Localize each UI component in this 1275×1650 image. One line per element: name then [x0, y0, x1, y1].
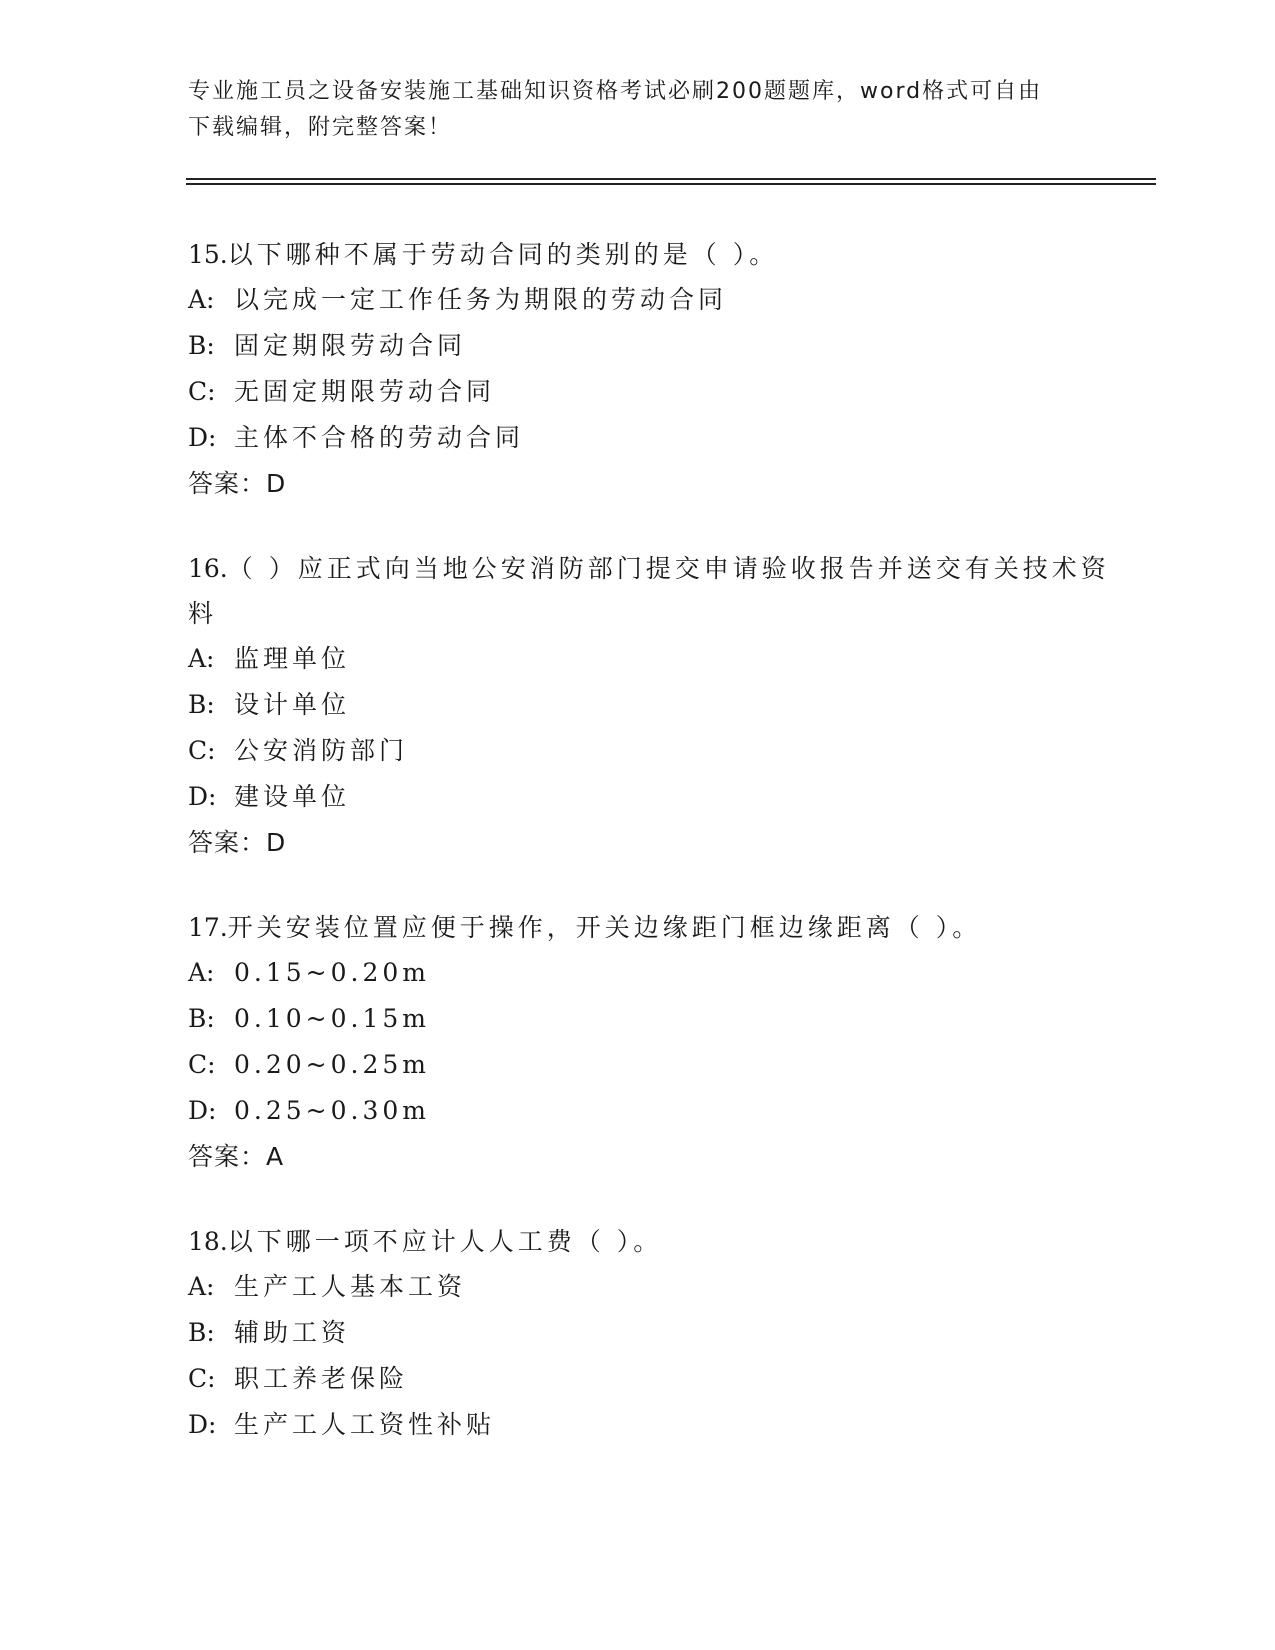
header-divider-top — [186, 178, 1156, 180]
option-key: C: — [188, 736, 216, 765]
option-c — [188, 728, 1138, 774]
option-text: 设计单位 — [234, 690, 351, 719]
option-text: 0.15~0.20m — [234, 958, 430, 987]
option-key: A: — [188, 285, 215, 314]
option-b — [188, 996, 1138, 1042]
question-text: 以下哪种不属于劳动合同的类别的是（ ）。 — [227, 240, 779, 269]
question-stem — [188, 905, 1138, 950]
option-a — [188, 950, 1138, 996]
option-d — [188, 774, 1138, 820]
option-c — [188, 1042, 1138, 1088]
option-key: A: — [188, 1272, 215, 1301]
option-text: 0.20~0.25m — [234, 1050, 430, 1079]
option-b — [188, 682, 1138, 728]
option-text: 以完成一定工作任务为期限的劳动合同 — [234, 285, 728, 314]
option-key: C: — [188, 377, 216, 406]
option-key: D: — [188, 1096, 217, 1125]
question-number: 15. — [188, 240, 228, 269]
question-stem — [188, 1219, 1138, 1264]
question-number: 18. — [188, 1227, 228, 1256]
option-text: 生产工人基本工资 — [234, 1272, 467, 1301]
option-text: 无固定期限劳动合同 — [234, 377, 496, 406]
option-b — [188, 323, 1138, 369]
question-15 — [188, 232, 1138, 507]
option-key: C: — [188, 1364, 216, 1393]
question-number: 17. — [188, 913, 228, 942]
document-header — [188, 74, 1088, 146]
answer: 答案：D — [188, 469, 287, 498]
question-text: 开关安装位置应便于操作，开关边缘距门框边缘距离（ ）。 — [227, 913, 982, 942]
option-key: A: — [188, 644, 215, 673]
option-text: 建设单位 — [234, 782, 351, 811]
question-18 — [188, 1219, 1138, 1448]
option-text: 职工养老保险 — [234, 1364, 409, 1393]
option-key: A: — [188, 958, 215, 987]
option-key: D: — [188, 423, 217, 452]
option-text: 主体不合格的劳动合同 — [234, 423, 525, 452]
question-list — [188, 232, 1138, 1487]
option-d — [188, 1402, 1138, 1448]
header-line-2: 下载编辑，附完整答案！ — [188, 115, 453, 140]
option-d — [188, 415, 1138, 461]
option-text: 固定期限劳动合同 — [234, 331, 467, 360]
question-stem — [188, 546, 1138, 636]
question-number: 16. — [188, 554, 228, 583]
question-16 — [188, 546, 1138, 866]
option-b — [188, 1310, 1138, 1356]
option-text: 0.25~0.30m — [234, 1096, 430, 1125]
option-key: B: — [188, 331, 215, 360]
option-key: C: — [188, 1050, 216, 1079]
option-text: 生产工人工资性补贴 — [234, 1410, 496, 1439]
option-d — [188, 1088, 1138, 1134]
option-text: 监理单位 — [234, 644, 351, 673]
option-c — [188, 369, 1138, 415]
question-text: 以下哪一项不应计人人工费（ ）。 — [227, 1227, 663, 1256]
answer: 答案：A — [188, 1142, 285, 1171]
option-a — [188, 636, 1138, 682]
question-stem — [188, 232, 1138, 277]
option-text: 0.10~0.15m — [234, 1004, 430, 1033]
option-c — [188, 1356, 1138, 1402]
option-text: 公安消防部门 — [234, 736, 409, 765]
option-key: B: — [188, 1004, 215, 1033]
header-line-1: 专业施工员之设备安装施工基础知识资格考试必刷200题题库，word格式可自由 — [188, 79, 1043, 104]
question-17 — [188, 905, 1138, 1180]
option-a — [188, 277, 1138, 323]
answer: 答案：D — [188, 828, 287, 857]
option-key: D: — [188, 1410, 217, 1439]
option-a — [188, 1264, 1138, 1310]
option-text: 辅助工资 — [234, 1318, 351, 1347]
header-divider-bottom — [186, 183, 1156, 185]
option-key: B: — [188, 1318, 215, 1347]
option-key: B: — [188, 690, 215, 719]
option-key: D: — [188, 782, 217, 811]
question-text: （ ）应正式向当地公安消防部门提交申请验收报告并送交有关技术资料 — [188, 554, 1110, 628]
